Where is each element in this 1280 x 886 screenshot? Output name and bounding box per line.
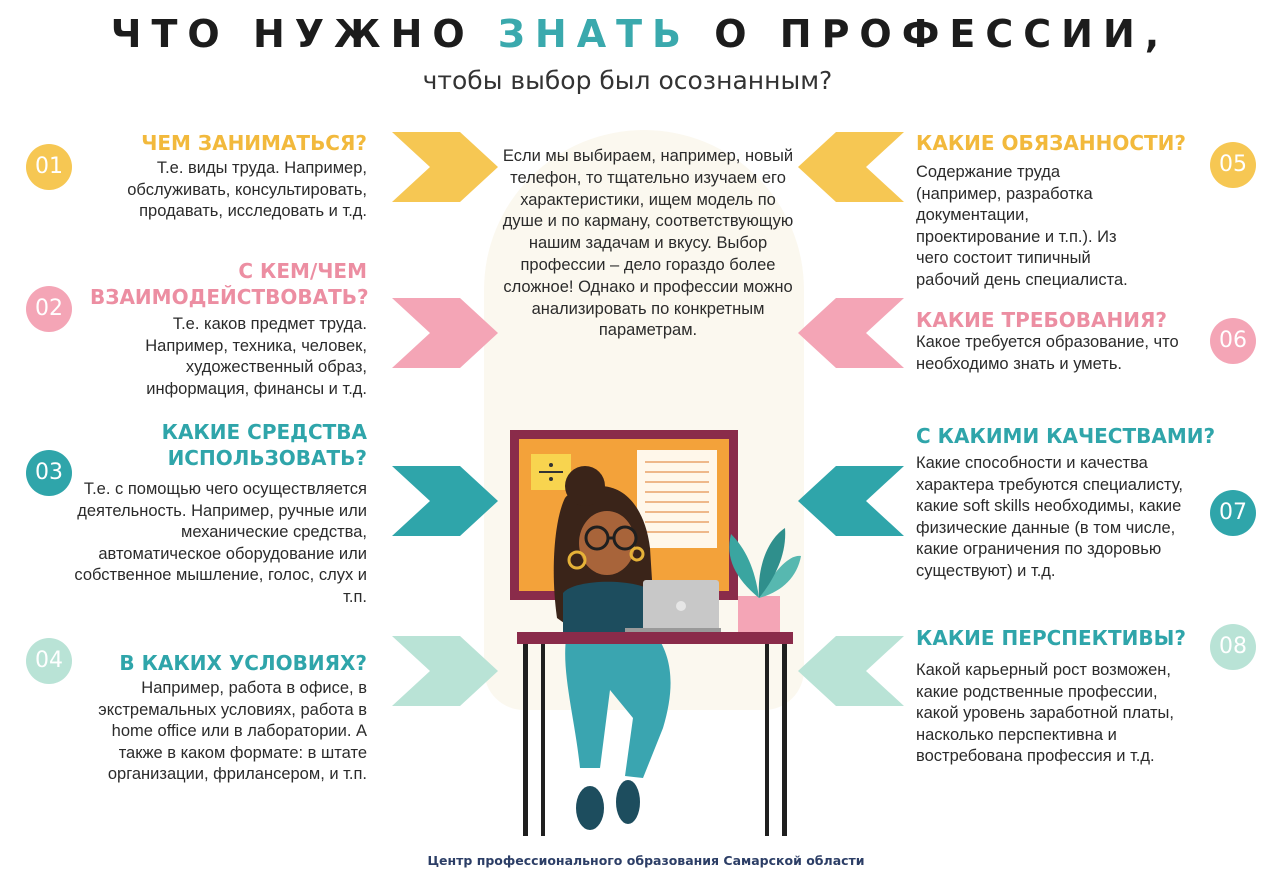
heading-03: КАКИЕ СРЕДСТВА ИСПОЛЬЗОВАТЬ? bbox=[161, 420, 367, 470]
chevron-right-icon-03 bbox=[392, 466, 498, 536]
footer-organization: Центр профессионального образования Самарской области bbox=[427, 853, 865, 868]
text-06: Какое требуется образование, что необходимо знать и уметь. bbox=[916, 333, 1179, 373]
heading-04: В КАКИХ УСЛОВИЯХ? bbox=[119, 651, 367, 675]
text-01: Т.е. виды труда. Например, обслуживать, консультировать, продавать, исследовать и т.д. bbox=[127, 159, 367, 220]
text-02: Т.е. каков предмет труда. Например, техника, человек, художественный образ, информация, финансы и т.д. bbox=[145, 315, 367, 398]
text-05: Содержание труда (например, разработка документации, проектирование и т.п.). Из чего состоит типичный рабочий день специалиста. bbox=[916, 163, 1128, 289]
number-badge-02: 02 bbox=[26, 286, 72, 332]
heading-07: С КАКИМИ КАЧЕСТВАМИ? bbox=[916, 424, 1216, 448]
text-04: Например, работа в офисе, в экстремальных условиях, работа в home office или в лаборатории. А также в каком формате: в штате организации, фрилансером, и т.п. bbox=[98, 679, 367, 783]
chevron-left-icon-08 bbox=[798, 636, 904, 706]
heading-05: КАКИЕ ОБЯЗАННОСТИ? bbox=[916, 131, 1187, 155]
chevron-left-icon-05 bbox=[798, 132, 904, 202]
text-08: Какой карьерный рост возможен, какие родственные профессии, какой уровень заработной платы, насколько перспективна и востребована профессия и т.д. bbox=[916, 661, 1174, 765]
number-badge-01: 01 bbox=[26, 144, 72, 190]
chevron-right-icon-04 bbox=[392, 636, 498, 706]
text-07: Какие способности и качества характера требуются специалисту, какие soft skills необходимы, какие физические данные (в том числе, какие ограничения по здоровью существуют) и т.д. bbox=[916, 454, 1183, 580]
heading-06: КАКИЕ ТРЕБОВАНИЯ? bbox=[916, 308, 1167, 332]
number-badge-03: 03 bbox=[26, 450, 72, 496]
heading-01: ЧЕМ ЗАНИМАТЬСЯ? bbox=[141, 131, 367, 155]
title-part1: ЧТО НУЖНО bbox=[110, 12, 498, 56]
woman-at-desk-illustration bbox=[505, 428, 805, 840]
heading-02: С КЕМ/ЧЕМ ВЗАИМОДЕЙСТВОВАТЬ? bbox=[90, 259, 369, 309]
title-part2: О ПРОФЕССИИ, bbox=[691, 12, 1170, 56]
number-badge-08: 08 bbox=[1210, 624, 1256, 670]
number-badge-06: 06 bbox=[1210, 318, 1256, 364]
number-badge-04: 04 bbox=[26, 638, 72, 684]
chevron-right-icon-02 bbox=[392, 298, 498, 368]
title-accent: ЗНАТЬ bbox=[497, 12, 692, 56]
page-title bbox=[0, 12, 1280, 56]
chevron-left-icon-06 bbox=[798, 298, 904, 368]
chevron-right-icon-01 bbox=[392, 132, 498, 202]
chevron-left-icon-07 bbox=[798, 466, 904, 536]
heading-08: КАКИЕ ПЕРСПЕКТИВЫ? bbox=[916, 626, 1186, 650]
center-intro-text: Если мы выбираем, например, новый телефон, то тщательно изучаем его характеристики, ищем модель по душе и по карману, соответствующую нашим задачам и вкусу. Выбор профессии – дело гораздо более сложное! Однако и профессии можно анализировать по конкретным параметрам. bbox=[502, 147, 794, 340]
text-03: Т.е. с помощью чего осуществляется деятельность. Например, ручные или механические средства, автоматическое оборудование или собственное мышление, голос, слух и т.п. bbox=[74, 480, 367, 606]
page-subtitle: чтобы выбор был осознанным? bbox=[422, 66, 833, 95]
number-badge-05: 05 bbox=[1210, 142, 1256, 188]
number-badge-07: 07 bbox=[1210, 490, 1256, 536]
